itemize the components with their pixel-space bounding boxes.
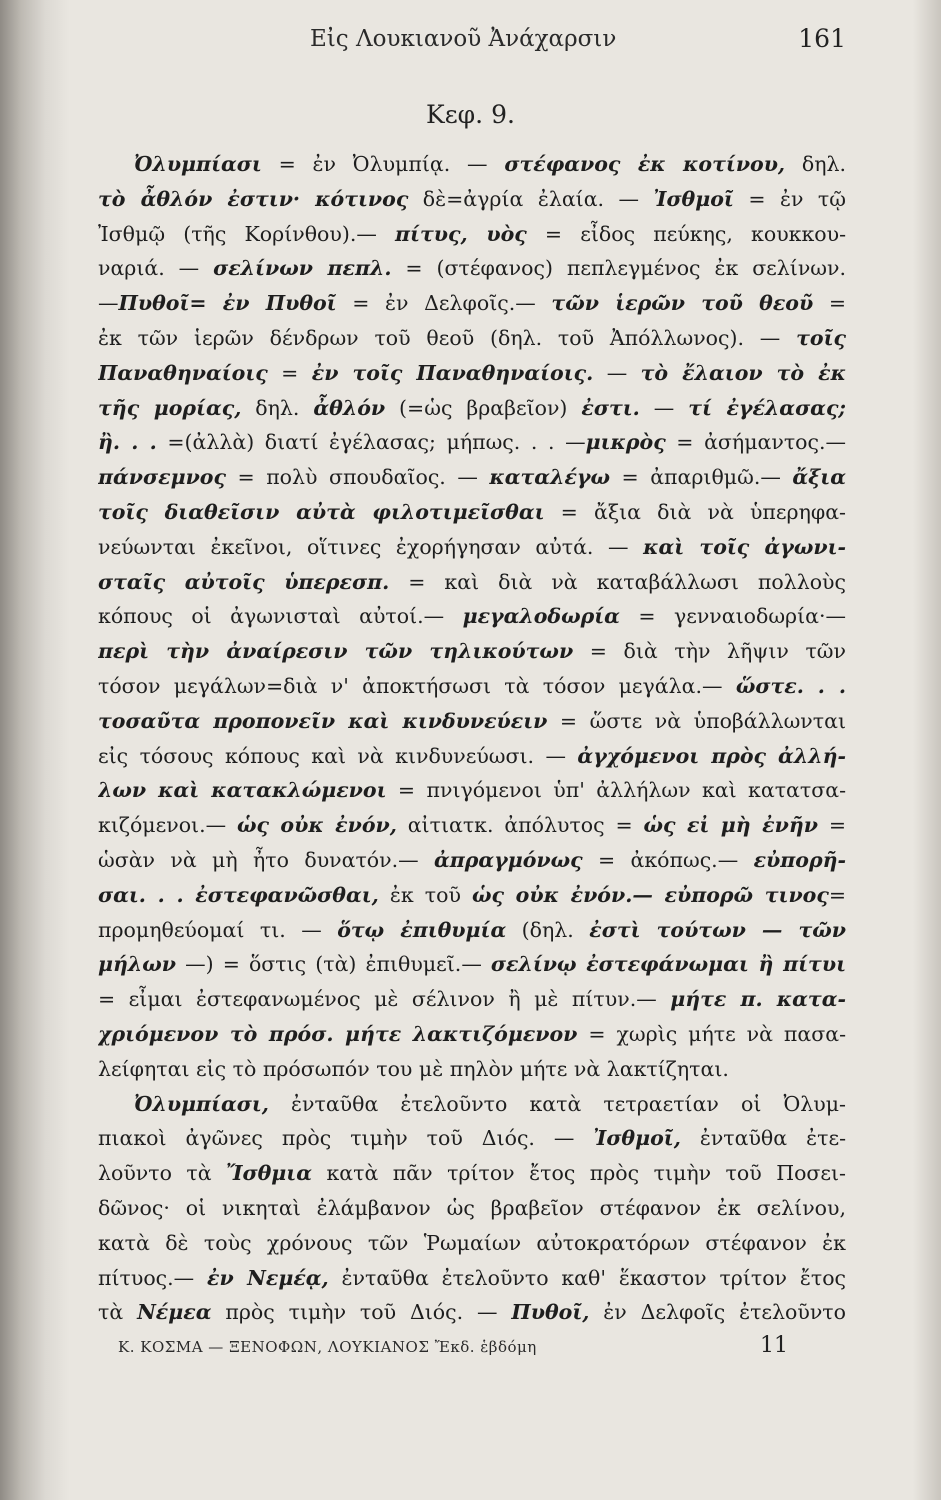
text-line [98,1226,846,1261]
lemma-text: τοῖς [796,325,846,350]
gloss-text: πίτυος.— [98,1265,207,1290]
lemma-text: τὸ ἔλαιον τὸ ἐκ [640,360,846,385]
text-line [98,565,846,600]
lemma-text: Ἰσθμοῖ, [593,1126,681,1151]
gloss-text: δηλ. [241,395,314,420]
gloss-text: = γενναιοδωρία·— [619,604,846,629]
gloss-text: δηλ. [785,152,846,176]
gloss-text: = ἀπαριθμῶ.— [609,465,793,490]
lemma-text: ἢ. . . [98,430,157,455]
lemma-text: ἐστὶ τούτων — τῶν [589,917,846,942]
gloss-text: προμηθεύομαί τι. — [98,917,338,942]
gloss-text: — [98,291,119,316]
lemma-text: ὡς εἰ μὴ ἐνῆν [643,813,818,838]
lemma-text: τῆς μορίας, [98,395,242,420]
text-line [98,704,846,739]
sheet-number: 11 [760,1333,788,1358]
lemma-text: Παναθηναίοις [98,360,268,385]
lemma-text: ἆθλόν [313,395,386,420]
text-line [98,460,846,495]
lemma-text: μεγαλοδωρία [462,604,620,629]
gloss-text: ἐν Δελφοῖς ἐτελοῦντο [589,1300,846,1325]
lemma-text: Ἴσθμια [226,1161,312,1186]
lemma-text: εὐπορῆ- [753,847,846,872]
gloss-text: = ἀσήμαντος.— [665,430,846,455]
lemma-text: χριόμενον τὸ πρόσ. μήτε λακτιζόμενον [98,1021,578,1046]
gloss-text: ναριά. — [98,256,214,281]
text-line [98,1261,846,1296]
text-line [98,1017,846,1052]
gloss-text: ἐκ τοῦ [378,882,472,907]
lemma-text: μήλων [98,952,177,977]
gloss-text: πρὸς τιμὴν τοῦ Διός. — [211,1300,512,1325]
text-line [98,495,846,530]
gloss-text: (δηλ. [506,917,590,942]
gloss-text: = πνιγόμενοι ὑπ' ἀλλήλων καὶ κατατσα- [386,778,846,803]
text-line [98,1295,846,1330]
gloss-text: ἐνταῦθα ἐτελοῦντο κατὰ τετραετίαν οἱ Ὀλυμ- [268,1091,846,1116]
gloss-text: λείφηται εἰς τὸ πρόσωπόν του μὲ πηλὸν μήτε νὰ λακτίζηται. [98,1056,729,1081]
gloss-text: = εἶμαι ἐστεφανωμένος μὲ σέλινον ἢ μὲ πίτυν.— [98,987,671,1012]
gloss-text: νεύωνται ἐκεῖνοι, οἵτινες ἐχορήγησαν αὐτά. — [98,534,644,559]
gloss-text: λοῦντο τὰ [98,1161,227,1186]
gloss-text: ἐκ τῶν ἱερῶν δένδρων τοῦ θεοῦ (δηλ. τοῦ Ἀπόλλωνος). — [98,325,797,350]
lemma-text: πίτυς, υὸς [395,221,527,246]
text-line [98,321,846,356]
lemma-text: ἀπραγμόνως [433,847,583,872]
text-line [98,878,846,913]
gloss-text: = ἀκόπως.— [582,847,754,872]
printer-signature: Κ. ΚΟΣΜΑ — ΞΕΝΟΦΩΝ, ΛΟΥΚΙΑΝΟΣ Ἔκδ. ἑβδόμη [118,1338,537,1356]
gloss-text: = ἐν Ὀλυμπίᾳ. — [261,152,505,176]
lemma-text: μικρὸς [585,430,666,455]
lemma-text: ἀγχόμενοι πρὸς ἀλλή- [577,743,846,768]
text-line [98,634,846,669]
running-title: Εἰς Λουκιανοῦ Ἀνάχαρσιν [310,26,617,52]
gloss-text: κατὰ δὲ τοὺς χρόνους τῶν Ῥωμαίων αὐτοκρατόρων στέφανον ἐκ [98,1230,846,1255]
gloss-text: κιζόμενοι.— [98,813,237,838]
gloss-text: = χωρὶς μήτε νὰ πασα- [577,1021,846,1046]
lemma-text: λων καὶ κατακλώμενοι [98,778,387,803]
lemma-text: σελίνων πεπλ. [213,256,392,281]
gloss-text: αἰτιατκ. ἀπόλυτος = [396,813,644,838]
gloss-text: = διὰ τὴν λῆψιν τῶν [573,639,846,664]
gloss-text: = [267,360,312,385]
lemma-text: ἐν Νεμέᾳ, [206,1265,329,1290]
gloss-text: = [817,813,846,838]
lemma-text: Πυθοῖ= ἐν Πυθοῖ [118,291,337,316]
lemma-text: ὡς οὐκ ἐνόν.— εὐπορῶ τινος [471,882,829,907]
text-line [98,773,846,808]
text-line [98,669,846,704]
gloss-text: = καὶ διὰ νὰ καταβάλλωσι πολλοὺς [389,569,846,594]
lemma-text: ἐν τοῖς Παναθηναίοις. [311,360,594,385]
lemma-text: ἄξια [792,465,846,490]
lemma-text: πάνσεμνος [98,465,226,490]
text-line [98,1121,846,1156]
lemma-text: τοῖς διαθεῖσιν αὐτὰ φιλοτιμεῖσθαι [98,499,545,524]
lemma-text: Ἰσθμοῖ [653,186,734,211]
gloss-text: = [813,291,846,316]
gloss-text: ὡσὰν νὰ μὴ ἦτο δυνατόν.— [98,847,434,872]
gloss-text: = ἐν τῷ [733,186,846,211]
text-line [98,843,846,878]
gloss-text: = (στέφανος) πεπλεγμένος ἐκ σελίνων. [391,256,846,281]
commentary-text [98,147,846,1330]
text-line [98,1052,846,1087]
gloss-text: εἰς τόσους κόπους καὶ νὰ κινδυνεύωσι. — [98,743,578,768]
lemma-text: καταλέγω [489,465,610,490]
gloss-text: =(ἀλλὰ) διατί ἐγέλασας; μήπως. . . — [156,430,586,455]
lemma-text: Ὀλυμπίασι [134,152,262,176]
text-line [98,356,846,391]
lemma-text: τί ἐγέλασας; [688,395,846,420]
text-line [98,947,846,982]
text-line [98,599,846,634]
spine-shadow [0,0,70,1500]
gloss-text: = εἶδος πεύκης, κουκκου- [526,221,846,246]
lemma-text: Νέμεα [137,1300,212,1325]
lemma-text: ὅτῳ ἐπιθυμία [337,917,507,942]
text-line [98,530,846,565]
lemma-text: τοσαῦτα προπονεῖν καὶ κινδυνεύειν [98,708,548,733]
gloss-text: — [639,395,689,420]
lemma-text: μήτε π. κατα- [670,987,846,1012]
gloss-text: = ἄξια διὰ νὰ ὑπερηφα- [544,499,846,524]
gloss-text: (=ὡς βραβεῖον) [385,395,582,420]
text-line [98,739,846,774]
gloss-text: Ἰσθμῷ (τῆς Κορίνθου).— [98,221,396,246]
lemma-text: σελίνῳ ἐστεφάνωμαι ἢ πίτυι [490,952,846,977]
text-line [98,1191,846,1226]
lemma-text: καὶ τοῖς ἀγωνι- [643,534,846,559]
page-number: 161 [798,24,846,53]
lemma-text: σαι. . . ἐστεφανῶσθαι, [98,882,379,907]
gloss-text: κατὰ πᾶν τρίτον ἔτος πρὸς τιμὴν τοῦ Ποσει- [311,1161,846,1186]
gloss-text: κόπους οἱ ἀγωνισταὶ αὐτοί.— [98,604,463,629]
text-line [98,425,846,460]
gloss-text: δὲ=ἀγρία ἐλαία. — [408,186,654,211]
lemma-text: Πυθοῖ, [511,1300,590,1325]
gloss-text: δῶνος· οἱ νικηταὶ ἐλάμβανον ὡς βραβεῖον στέφανον ἐκ σελίνου, [98,1195,846,1220]
text-line [98,913,846,948]
gloss-text: ἐνταῦθα ἐτε- [680,1126,846,1151]
lemma-text: τῶν ἱερῶν τοῦ θεοῦ [551,291,814,316]
lemma-text: σταῖς αὐτοῖς ὑπερεσπ. [98,569,390,594]
lemma-text: περὶ τὴν ἀναίρεσιν τῶν τηλικούτων [98,639,574,664]
lemma-text: στέφανος ἐκ κοτίνου, [504,152,786,176]
gloss-text: = [828,882,846,907]
lemma-text: ἐστι. [581,395,640,420]
text-line [98,1087,846,1122]
gloss-text: = πολὺ σπουδαῖος. — [225,465,490,490]
chapter-heading: Κεφ. 9. [426,100,515,129]
gloss-text: — [593,360,641,385]
text-line [98,808,846,843]
lemma-text: Ὀλυμπίασι, [134,1091,269,1116]
gloss-text: τόσον μεγάλων=διὰ ν' ἀποκτήσωσι τὰ τόσον μεγάλα.— [98,673,736,698]
text-line [98,217,846,252]
gloss-text: τὰ [98,1300,138,1325]
gloss-text: = ἐν Δελφοῖς.— [336,291,552,316]
gloss-text: πιακοὶ ἀγῶνες πρὸς τιμὴν τοῦ Διός. — [98,1126,594,1151]
gloss-text: —) = ὅστις (τὰ) ἐπιθυμεῖ.— [176,952,491,977]
text-line [98,391,846,426]
text-line [98,182,846,217]
text-line [98,147,846,182]
page-edge-shadow [913,0,941,1500]
lemma-text: ὥστε. . . [735,673,846,698]
lemma-text: ὡς οὐκ ἐνόν, [236,813,397,838]
lemma-text: τὸ ἆθλόν ἐστιν· κότινος [98,186,409,211]
gloss-text: ἐνταῦθα ἐτελοῦντο καθ' ἕκαστον τρίτον ἔτος [328,1265,846,1290]
gloss-text: = ὥστε νὰ ὑποβάλλωνται [547,708,846,733]
text-line [98,1156,846,1191]
text-line [98,251,846,286]
text-line [98,286,846,321]
text-line [98,982,846,1017]
